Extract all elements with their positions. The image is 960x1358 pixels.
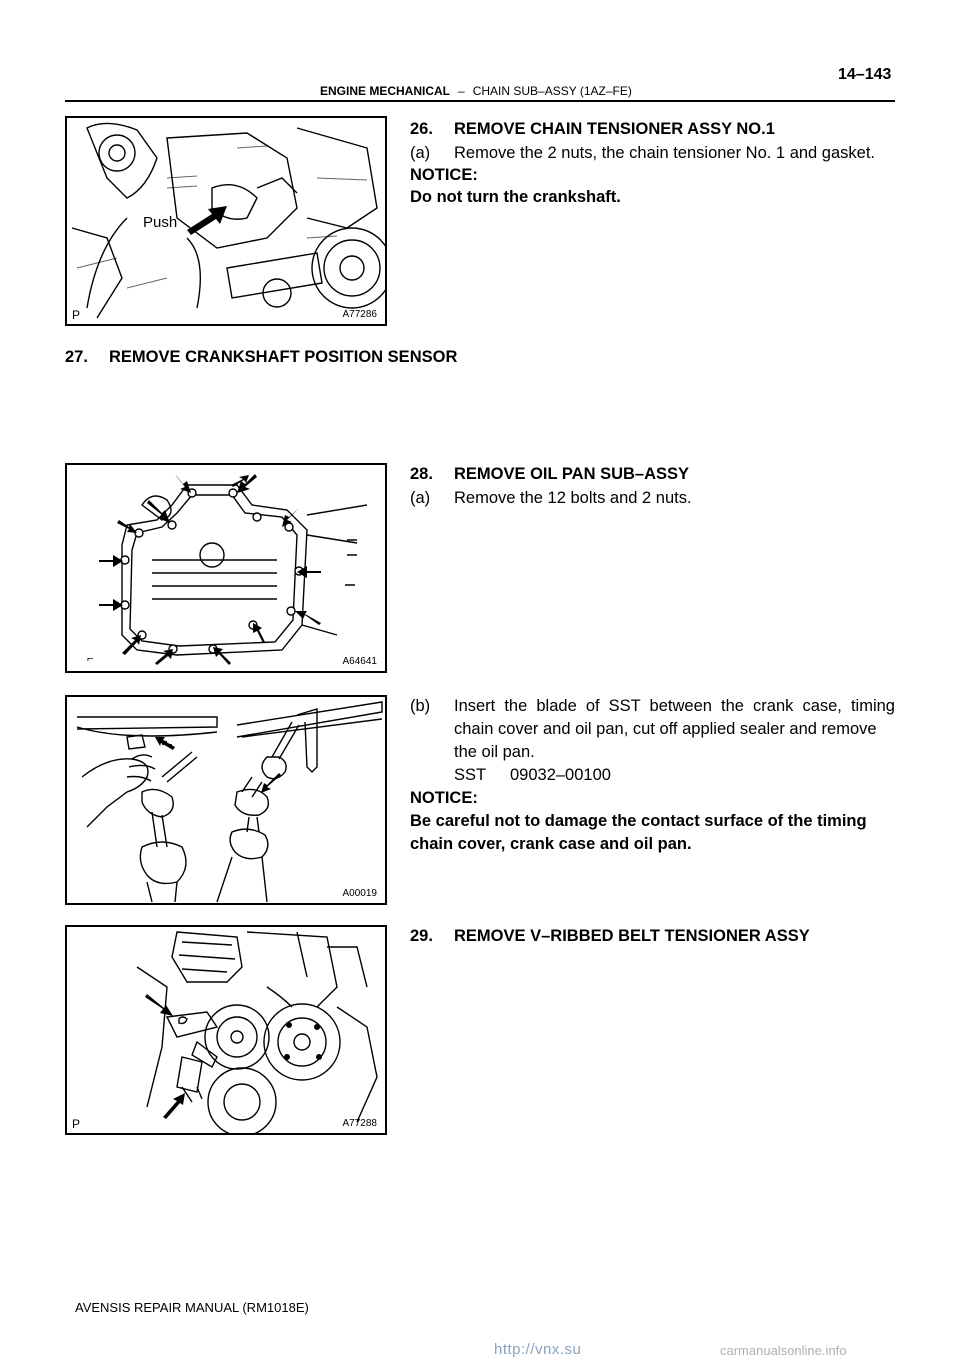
step-29-heading — [410, 925, 810, 947]
figure-mark: ⌐ — [87, 653, 94, 665]
step-28b-line2: chain cover and oil pan, cut off applied sealer and remove — [454, 720, 877, 738]
step-title: REMOVE CHAIN TENSIONER ASSY NO.1 — [454, 120, 775, 138]
notice-line2: chain cover, crank case and oil pan. — [410, 835, 692, 853]
figure-mark: P — [72, 1117, 81, 1131]
step-28a — [410, 487, 692, 509]
step-26a — [410, 142, 875, 164]
figure-oil-pan-bolts — [65, 463, 387, 673]
sst-label: SST — [454, 766, 487, 784]
header-separator: – — [458, 84, 465, 98]
step-title: REMOVE V–RIBBED BELT TENSIONER ASSY — [454, 927, 810, 945]
step-title: REMOVE CRANKSHAFT POSITION SENSOR — [109, 348, 458, 366]
figure-chain-tensioner — [65, 116, 387, 326]
running-header — [320, 84, 632, 98]
figure-belt-tensioner — [65, 925, 387, 1135]
substep-label: (a) — [410, 489, 431, 507]
substep-label: (b) — [410, 697, 431, 715]
sst-line — [454, 764, 611, 786]
belt-tensioner-illustration — [67, 927, 387, 1135]
footer-manual: AVENSIS REPAIR MANUAL (RM1018E) — [75, 1300, 309, 1315]
step-title: REMOVE OIL PAN SUB–ASSY — [454, 465, 690, 483]
figure-sst-oil-pan — [65, 695, 387, 905]
figure-id: A77286 — [342, 309, 377, 320]
step-number: 29. — [410, 927, 433, 945]
sst-value: 09032–00100 — [510, 766, 611, 784]
step-26-heading — [410, 118, 775, 140]
watermark-site: carmanualsonline.info — [720, 1343, 847, 1358]
step-number: 27. — [65, 348, 88, 366]
engine-illustration-1 — [67, 118, 387, 326]
figure-mark: P — [72, 308, 81, 322]
notice-label: NOTICE: — [410, 789, 478, 807]
substep-text: Remove the 12 bolts and 2 nuts. — [454, 489, 692, 507]
step-28-heading — [410, 463, 689, 485]
notice-line1: Be careful not to damage the contact surface of the timing — [410, 812, 867, 830]
figure-id: A64641 — [342, 656, 377, 667]
substep-text: Insert the blade of SST between the crank case, timing — [454, 697, 895, 715]
step-28b-line3: the oil pan. — [454, 743, 535, 761]
step-27-heading — [65, 346, 457, 368]
step-28b-line1 — [410, 695, 895, 717]
step-number: 26. — [410, 120, 433, 138]
page-number: 14–143 — [838, 66, 892, 83]
figure-id: A77288 — [342, 1118, 377, 1129]
figure-id: A00019 — [342, 888, 377, 899]
notice-text: Do not turn the crankshaft. — [410, 188, 621, 206]
push-label: Push — [143, 214, 178, 231]
sst-illustration — [67, 697, 387, 905]
notice-label: NOTICE: — [410, 166, 478, 184]
oil-pan-illustration — [67, 465, 387, 673]
substep-text: Remove the 2 nuts, the chain tensioner No. 1 and gasket. — [454, 144, 876, 162]
substep-label: (a) — [410, 144, 431, 162]
header-rule — [65, 100, 895, 102]
step-number: 28. — [410, 465, 433, 483]
watermark-url[interactable]: http://vnx.su — [494, 1341, 582, 1358]
header-section: ENGINE MECHANICAL — [320, 84, 451, 98]
header-subsection: CHAIN SUB–ASSY (1AZ–FE) — [472, 84, 632, 98]
